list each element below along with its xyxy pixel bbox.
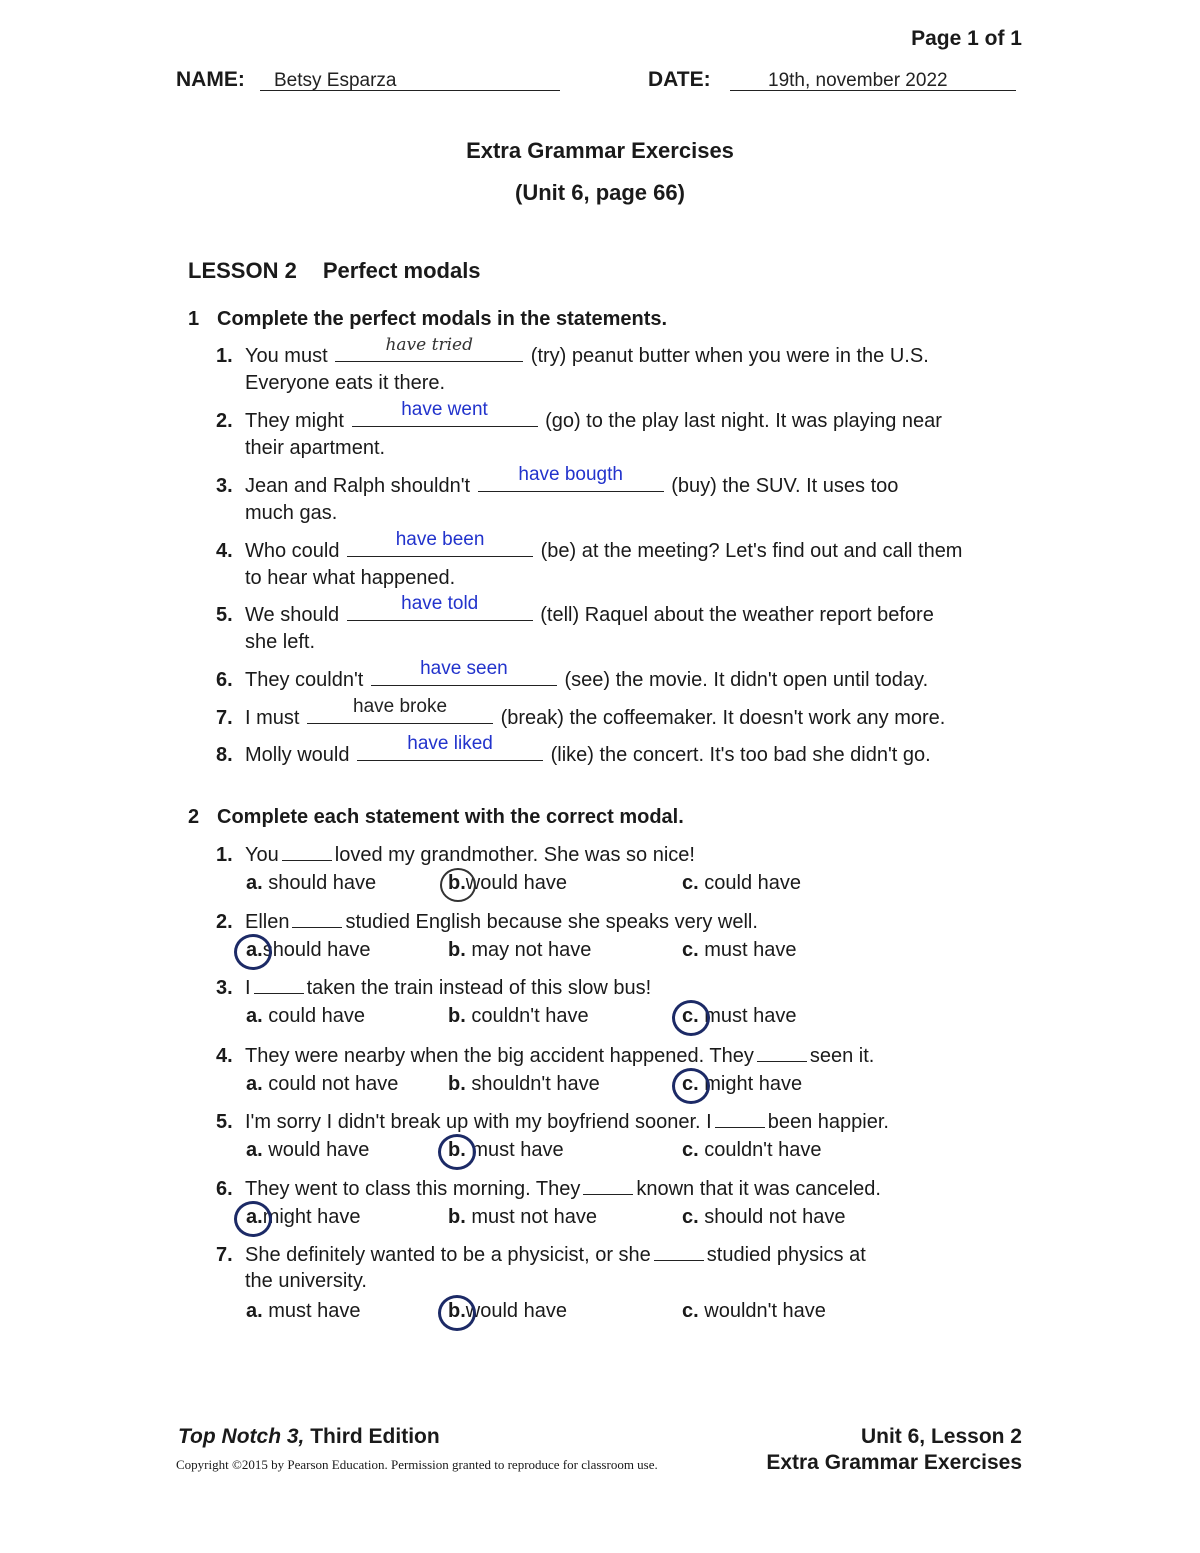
s2-item-5 — [216, 1108, 889, 1136]
option-text: should have — [268, 872, 377, 894]
option-letter: b. — [448, 1005, 466, 1027]
item-text-before: They went to class this morning. They — [245, 1178, 581, 1200]
modal-blank — [583, 1176, 633, 1195]
footer-edition: Third Edition — [304, 1425, 440, 1448]
modal-blank — [292, 909, 342, 928]
s2-item-3 — [216, 974, 651, 1002]
modal-blank — [715, 1109, 765, 1128]
section1-instruction: Complete the perfect modals in the statements. — [217, 308, 668, 330]
modal-blank — [254, 975, 304, 994]
item-number: 8. — [216, 744, 233, 766]
item-text-before: They were nearby when the big accident happened. They — [245, 1045, 754, 1067]
answer-text: have liked — [407, 733, 493, 754]
answer-blank[interactable] — [352, 399, 538, 427]
answer-text: have seen — [420, 658, 508, 679]
s2-1-option-c[interactable] — [682, 872, 801, 895]
option-text: shouldn't have — [471, 1073, 600, 1095]
item-text-after: (break) the coffeemaker. It doesn't work any more. — [500, 707, 946, 729]
item-text-after: known that it was canceled. — [636, 1178, 881, 1200]
s2-1-option-a[interactable] — [246, 872, 376, 895]
option-text: couldn't have — [704, 1139, 822, 1161]
item-text-before: Jean and Ralph shouldn't — [245, 475, 471, 497]
answer-circle-mark — [234, 1201, 272, 1237]
option-letter: b. — [448, 1300, 466, 1322]
s2-7-option-c[interactable] — [682, 1300, 826, 1323]
answer-circle-mark — [234, 934, 272, 970]
s2-5-option-a[interactable] — [246, 1139, 369, 1162]
item-text-after: (see) the movie. It didn't open until today. — [564, 669, 929, 691]
option-letter: a. — [246, 939, 263, 961]
item-text-before: She definitely wanted to be a physicist, or she — [245, 1244, 651, 1266]
item-text-after: seen it. — [809, 1045, 875, 1067]
option-text: may not have — [471, 939, 592, 961]
answer-circle-mark — [672, 1000, 710, 1036]
answer-blank[interactable] — [357, 733, 543, 761]
option-text: should not have — [704, 1206, 846, 1228]
option-letter: b. — [448, 939, 466, 961]
option-letter: a. — [246, 1206, 263, 1228]
option-letter: a. — [246, 1139, 263, 1161]
option-letter: c. — [682, 1005, 699, 1027]
answer-text: have bougth — [518, 464, 623, 485]
s2-5-option-c[interactable] — [682, 1139, 822, 1162]
item-number: 3. — [216, 475, 233, 497]
item-text-before: I'm sorry I didn't break up with my boyfriend sooner. I — [245, 1111, 712, 1133]
item-number: 5. — [216, 604, 233, 626]
item-text-after: (like) the concert. It's too bad she didn't go. — [550, 744, 931, 766]
item-text-before: They couldn't — [245, 669, 364, 691]
item-text-after: taken the train instead of this slow bus! — [306, 977, 652, 999]
item-text-after: loved my grandmother. She was so nice! — [334, 844, 695, 866]
s2-2-option-c[interactable] — [682, 939, 797, 962]
s1-item-8 — [216, 733, 931, 769]
item-text-after: (buy) the SUV. It uses too — [671, 475, 899, 497]
answer-blank[interactable] — [347, 529, 533, 557]
item-text-after: (be) at the meeting? Let's find out and call them — [540, 540, 963, 562]
item-text-before: You — [245, 844, 279, 866]
s1-item-4 — [216, 529, 963, 565]
option-text: would have — [465, 1300, 567, 1322]
date-field[interactable] — [730, 68, 1016, 91]
s1-item-1 — [216, 335, 929, 370]
page-title: Extra Grammar Exercises — [466, 138, 734, 163]
option-letter: c. — [682, 1073, 699, 1095]
item-number: 2. — [216, 911, 233, 933]
option-letter: a. — [246, 1005, 263, 1027]
s2-6-option-b[interactable] — [448, 1206, 597, 1229]
option-text: would have — [268, 1139, 370, 1161]
option-letter: c. — [682, 1139, 699, 1161]
item-text-before: I must — [245, 707, 300, 729]
option-text: would have — [465, 872, 567, 894]
name-value: Betsy Esparza — [274, 70, 397, 91]
item-text-before: Ellen — [245, 911, 290, 933]
item-number: 4. — [216, 540, 233, 562]
name-label: NAME: — [176, 68, 245, 91]
item-number: 6. — [216, 669, 233, 691]
s1-item-5 — [216, 593, 934, 629]
date-value: 19th, november 2022 — [768, 70, 948, 91]
option-letter: a. — [246, 1073, 263, 1095]
s1-item-5-cont: she left. — [245, 631, 316, 653]
option-text: must have — [268, 1300, 361, 1322]
section2-number: 2 — [188, 806, 200, 828]
item-number: 7. — [216, 1244, 233, 1266]
item-number: 3. — [216, 977, 233, 999]
section1-number: 1 — [188, 308, 200, 330]
option-text: should have — [262, 939, 371, 961]
answer-blank[interactable] — [371, 658, 557, 686]
s2-7-option-a[interactable] — [246, 1300, 361, 1323]
answer-text: have been — [395, 529, 485, 550]
modal-blank — [282, 842, 332, 861]
s2-item-6 — [216, 1175, 881, 1203]
option-text: might have — [262, 1206, 361, 1228]
item-text-before: Who could — [245, 540, 340, 562]
item-number: 4. — [216, 1045, 233, 1067]
option-letter: c. — [682, 939, 699, 961]
item-text-before: Molly would — [245, 744, 350, 766]
answer-blank[interactable] — [307, 696, 493, 724]
option-text: must have — [471, 1139, 564, 1161]
item-text-after: studied physics at — [706, 1244, 866, 1266]
option-letter: b. — [448, 1139, 466, 1161]
option-text: couldn't have — [471, 1005, 589, 1027]
modal-blank — [757, 1043, 807, 1062]
item-text-before: They might — [245, 410, 344, 432]
s2-item-7-cont: the university. — [245, 1270, 367, 1292]
s2-item-1 — [216, 841, 695, 869]
s1-item-3 — [216, 464, 899, 500]
s2-item-4 — [216, 1042, 874, 1070]
answer-circle-mark — [440, 868, 476, 902]
s1-item-2 — [216, 399, 942, 435]
s2-4-option-b[interactable] — [448, 1073, 600, 1096]
section2-heading — [188, 806, 684, 829]
answer-circle-mark — [672, 1068, 710, 1104]
answer-text: have broke — [353, 696, 448, 717]
s1-item-1-cont: Everyone eats it there. — [245, 372, 446, 394]
item-number: 2. — [216, 410, 233, 432]
footer-book-name: Top Notch 3, — [178, 1425, 305, 1448]
option-letter: c. — [682, 872, 699, 894]
item-text-after: (tell) Raquel about the weather report before — [540, 604, 934, 626]
item-text-after: (try) peanut butter when you were in the U.S. — [530, 345, 929, 367]
item-number: 1. — [216, 844, 233, 866]
footer-book-title — [178, 1425, 440, 1449]
option-text: could have — [268, 1005, 365, 1027]
answer-blank[interactable] — [347, 593, 533, 621]
option-text: must have — [704, 1005, 797, 1027]
item-text-after: studied English because she speaks very well. — [345, 911, 758, 933]
answer-circle-mark — [438, 1295, 476, 1331]
item-text-before: You must — [245, 345, 328, 367]
s2-item-7 — [216, 1241, 866, 1269]
s2-3-option-a[interactable] — [246, 1005, 365, 1028]
section1-heading — [188, 308, 667, 331]
option-text: could have — [704, 872, 801, 894]
item-text-before: We should — [245, 604, 340, 626]
section2-instruction: Complete each statement with the correct modal. — [217, 806, 684, 828]
s2-6-option-c[interactable] — [682, 1206, 845, 1229]
s1-item-2-cont: their apartment. — [245, 437, 386, 459]
answer-text: have went — [401, 399, 488, 420]
option-text: might have — [704, 1073, 803, 1095]
s1-item-7 — [216, 696, 946, 732]
lesson-label: LESSON 2 — [188, 258, 297, 283]
modal-blank — [654, 1242, 704, 1261]
s1-item-6 — [216, 658, 929, 694]
option-letter: a. — [246, 1300, 263, 1322]
name-field[interactable] — [260, 68, 560, 91]
answer-text: have told — [401, 593, 479, 614]
option-text: could not have — [268, 1073, 399, 1095]
item-number: 6. — [216, 1178, 233, 1200]
answer-blank[interactable] — [478, 464, 664, 492]
option-letter: b. — [448, 1073, 466, 1095]
option-letter: c. — [682, 1206, 699, 1228]
page-subtitle: (Unit 6, page 66) — [515, 180, 685, 205]
item-text-after: (go) to the play last night. It was playing near — [545, 410, 942, 432]
footer-copyright: Copyright ©2015 by Pearson Education. Permission granted to reproduce for classroom use. — [176, 1457, 658, 1472]
item-number: 1. — [216, 345, 233, 367]
option-text: must not have — [471, 1206, 597, 1228]
item-text-after: been happier. — [767, 1111, 889, 1133]
option-text: wouldn't have — [704, 1300, 826, 1322]
footer-unit-lesson: Unit 6, Lesson 2 — [860, 1425, 1022, 1448]
s1-item-3-cont: much gas. — [245, 502, 338, 524]
s2-3-option-b[interactable] — [448, 1005, 589, 1028]
answer-blank[interactable] — [335, 335, 523, 362]
item-number: 7. — [216, 707, 233, 729]
s1-item-4-cont: to hear what happened. — [245, 567, 456, 589]
s2-item-2 — [216, 908, 758, 936]
s2-2-option-b[interactable] — [448, 939, 591, 962]
option-letter: b. — [448, 872, 466, 894]
option-letter: c. — [682, 1300, 699, 1322]
lesson-topic: Perfect modals — [322, 258, 481, 283]
item-text-before: I — [245, 977, 251, 999]
item-number: 5. — [216, 1111, 233, 1133]
option-text: must have — [704, 939, 797, 961]
option-letter: b. — [448, 1206, 466, 1228]
answer-circle-mark — [438, 1134, 476, 1170]
s2-4-option-a[interactable] — [246, 1073, 398, 1096]
date-label: DATE: — [648, 68, 711, 91]
lesson-heading — [188, 258, 481, 284]
page-number: Page 1 of 1 — [911, 27, 1022, 50]
answer-text: have tried — [385, 335, 473, 355]
option-letter: a. — [246, 872, 263, 894]
footer-right-title: Extra Grammar Exercises — [766, 1451, 1022, 1474]
